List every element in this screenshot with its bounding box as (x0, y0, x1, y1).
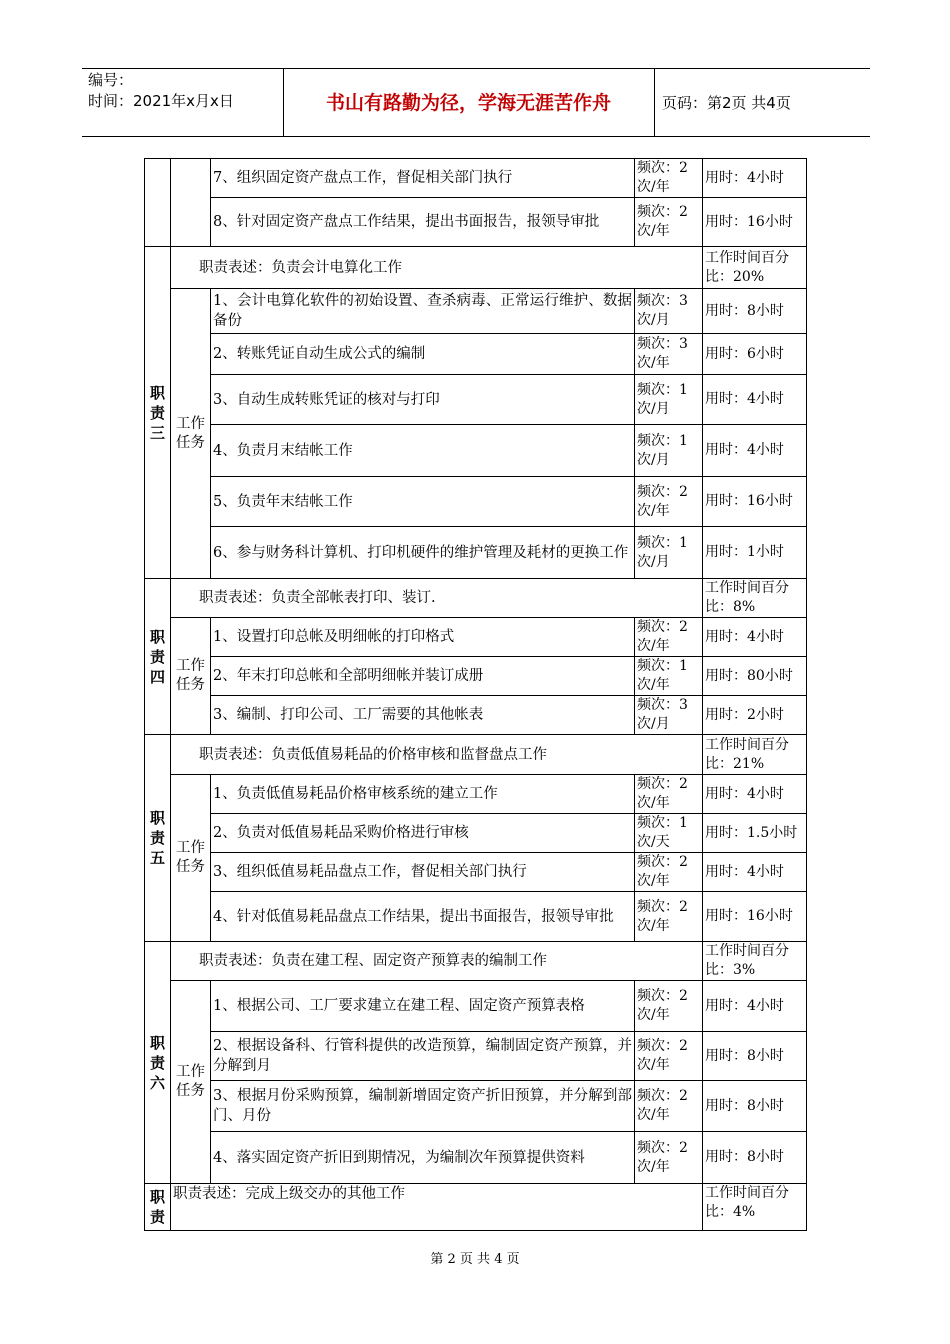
table-row (145, 618, 807, 657)
task-duration: 用时：4小时 (703, 618, 807, 657)
task-duration: 用时：16小时 (703, 198, 807, 247)
table-row (145, 942, 807, 981)
duty-time-percent: 工作时间百分比：3% (703, 942, 807, 981)
work-task-label: 工作任务 (171, 775, 211, 942)
table-row (145, 375, 807, 425)
table-row (145, 289, 807, 334)
task-text: 1、设置打印总帐及明细帐的打印格式 (211, 618, 635, 657)
task-text: 6、参与财务科计算机、打印机硬件的维护管理及耗材的更换工作 (211, 527, 635, 579)
table-row (145, 527, 807, 579)
task-frequency: 频次：3次/月 (635, 289, 703, 334)
task-frequency: 频次：2次/年 (635, 618, 703, 657)
header-top-rule (82, 68, 870, 69)
task-duration: 用时：8小时 (703, 1081, 807, 1132)
code-label: 编号： (88, 71, 134, 89)
task-duration: 用时：4小时 (703, 375, 807, 425)
task-text: 4、落实固定资产折旧到期情况，为编制次年预算提供资料 (211, 1132, 635, 1184)
task-frequency: 频次：1次/天 (635, 814, 703, 853)
task-duration: 用时：2小时 (703, 696, 807, 735)
task-duration: 用时：8小时 (703, 289, 807, 334)
task-text: 3、自动生成转账凭证的核对与打印 (211, 375, 635, 425)
duty-label-5: 职责五 (145, 735, 171, 942)
task-text: 4、负责月末结帐工作 (211, 425, 635, 477)
task-frequency: 频次：2次/年 (635, 198, 703, 247)
header-page-label: 页码：第2页 共4页 (662, 94, 791, 112)
task-duration: 用时：4小时 (703, 425, 807, 477)
work-task-label: 工作任务 (171, 981, 211, 1184)
task-frequency: 频次：2次/年 (635, 1132, 703, 1184)
work-task-cell (171, 159, 211, 247)
task-duration: 用时：6小时 (703, 334, 807, 375)
table-row (145, 1081, 807, 1132)
table-row (145, 981, 807, 1032)
task-frequency: 频次：2次/年 (635, 1032, 703, 1081)
task-text: 2、转账凭证自动生成公式的编制 (211, 334, 635, 375)
task-frequency: 频次：2次/年 (635, 853, 703, 892)
task-duration: 用时：8小时 (703, 1132, 807, 1184)
duty-time-percent: 工作时间百分比：20% (703, 247, 807, 289)
task-duration: 用时：4小时 (703, 159, 807, 198)
task-frequency: 频次：2次/年 (635, 775, 703, 814)
task-text: 1、负责低值易耗品价格审核系统的建立工作 (211, 775, 635, 814)
header-bottom-rule (82, 136, 870, 137)
duty-time-percent: 工作时间百分比：8% (703, 579, 807, 618)
header-divider-right (654, 68, 655, 136)
table-row (145, 247, 807, 289)
task-text: 2、负责对低值易耗品采购价格进行审核 (211, 814, 635, 853)
task-text: 7、组织固定资产盘点工作，督促相关部门执行 (211, 159, 635, 198)
task-text: 4、针对低值易耗品盘点工作结果，提出书面报告，报领导审批 (211, 892, 635, 942)
task-text: 2、根据设备科、行管科提供的改造预算，编制固定资产预算，并分解到月 (211, 1032, 635, 1081)
table-row (145, 775, 807, 814)
time-label: 时间：2021年x月x日 (88, 92, 234, 110)
table-row (145, 334, 807, 375)
task-text: 1、根据公司、工厂要求建立在建工程、固定资产预算表格 (211, 981, 635, 1032)
duty-label-cell (145, 159, 171, 247)
task-text: 8、针对固定资产盘点工作结果，提出书面报告，报领导审批 (211, 198, 635, 247)
table-row (145, 1132, 807, 1184)
table-row (145, 696, 807, 735)
duty-label-7: 职责 (145, 1184, 171, 1231)
work-task-label: 工作任务 (171, 289, 211, 579)
table-row (145, 198, 807, 247)
duty-description: 职责表述：负责全部帐表打印、装订. (171, 579, 703, 618)
task-text: 3、根据月份采购预算，编制新增固定资产折旧预算，并分解到部门、月份 (211, 1081, 635, 1132)
task-duration: 用时：1.5小时 (703, 814, 807, 853)
duty-label-6: 职责六 (145, 942, 171, 1184)
table-row (145, 1184, 807, 1231)
duty-table (144, 158, 807, 1231)
work-task-label: 工作任务 (171, 618, 211, 735)
duty-time-percent: 工作时间百分比：4% (703, 1184, 807, 1231)
task-duration: 用时：8小时 (703, 1032, 807, 1081)
duty-description: 职责表述：负责低值易耗品的价格审核和监督盘点工作 (171, 735, 703, 775)
task-frequency: 频次：2次/年 (635, 981, 703, 1032)
duty-description: 职责表述：完成上级交办的其他工作 (171, 1184, 703, 1231)
task-frequency: 频次：1次/月 (635, 527, 703, 579)
task-frequency: 频次：2次/年 (635, 1081, 703, 1132)
duty-label-3: 职责三 (145, 247, 171, 579)
task-duration: 用时：80小时 (703, 657, 807, 696)
task-duration: 用时：1小时 (703, 527, 807, 579)
task-frequency: 频次：2次/年 (635, 477, 703, 527)
task-frequency: 频次：2次/年 (635, 892, 703, 942)
task-frequency: 频次：1次/月 (635, 375, 703, 425)
task-duration: 用时：4小时 (703, 981, 807, 1032)
table-row (145, 477, 807, 527)
task-frequency: 频次：3次/年 (635, 334, 703, 375)
duty-description: 职责表述：负责会计电算化工作 (171, 247, 703, 289)
header-motto: 书山有路勤为径，学海无涯苦作舟 (325, 92, 611, 114)
table-row (145, 735, 807, 775)
header-meta (88, 70, 234, 112)
table-row (145, 1032, 807, 1081)
table-row (145, 579, 807, 618)
task-duration: 用时：16小时 (703, 477, 807, 527)
task-frequency: 频次：3次/月 (635, 696, 703, 735)
table-row (145, 853, 807, 892)
task-text: 1、会计电算化软件的初始设置、查杀病毒、正常运行维护、数据备份 (211, 289, 635, 334)
duty-description: 职责表述：负责在建工程、固定资产预算表的编制工作 (171, 942, 703, 981)
task-frequency: 频次：2次/年 (635, 159, 703, 198)
duty-time-percent: 工作时间百分比：21% (703, 735, 807, 775)
task-text: 3、组织低值易耗品盘点工作，督促相关部门执行 (211, 853, 635, 892)
table-row (145, 425, 807, 477)
task-duration: 用时：4小时 (703, 853, 807, 892)
duty-label-4: 职责四 (145, 579, 171, 735)
table-row (145, 657, 807, 696)
task-text: 3、编制、打印公司、工厂需要的其他帐表 (211, 696, 635, 735)
task-frequency: 频次：1次/月 (635, 425, 703, 477)
table-row (145, 892, 807, 942)
task-duration: 用时：4小时 (703, 775, 807, 814)
table-row (145, 814, 807, 853)
task-frequency: 频次：1次/年 (635, 657, 703, 696)
task-duration: 用时：16小时 (703, 892, 807, 942)
page-footer: 第 2 页 共 4 页 (430, 1252, 520, 1267)
task-text: 5、负责年末结帐工作 (211, 477, 635, 527)
table-row (145, 159, 807, 198)
task-text: 2、年末打印总帐和全部明细帐并装订成册 (211, 657, 635, 696)
